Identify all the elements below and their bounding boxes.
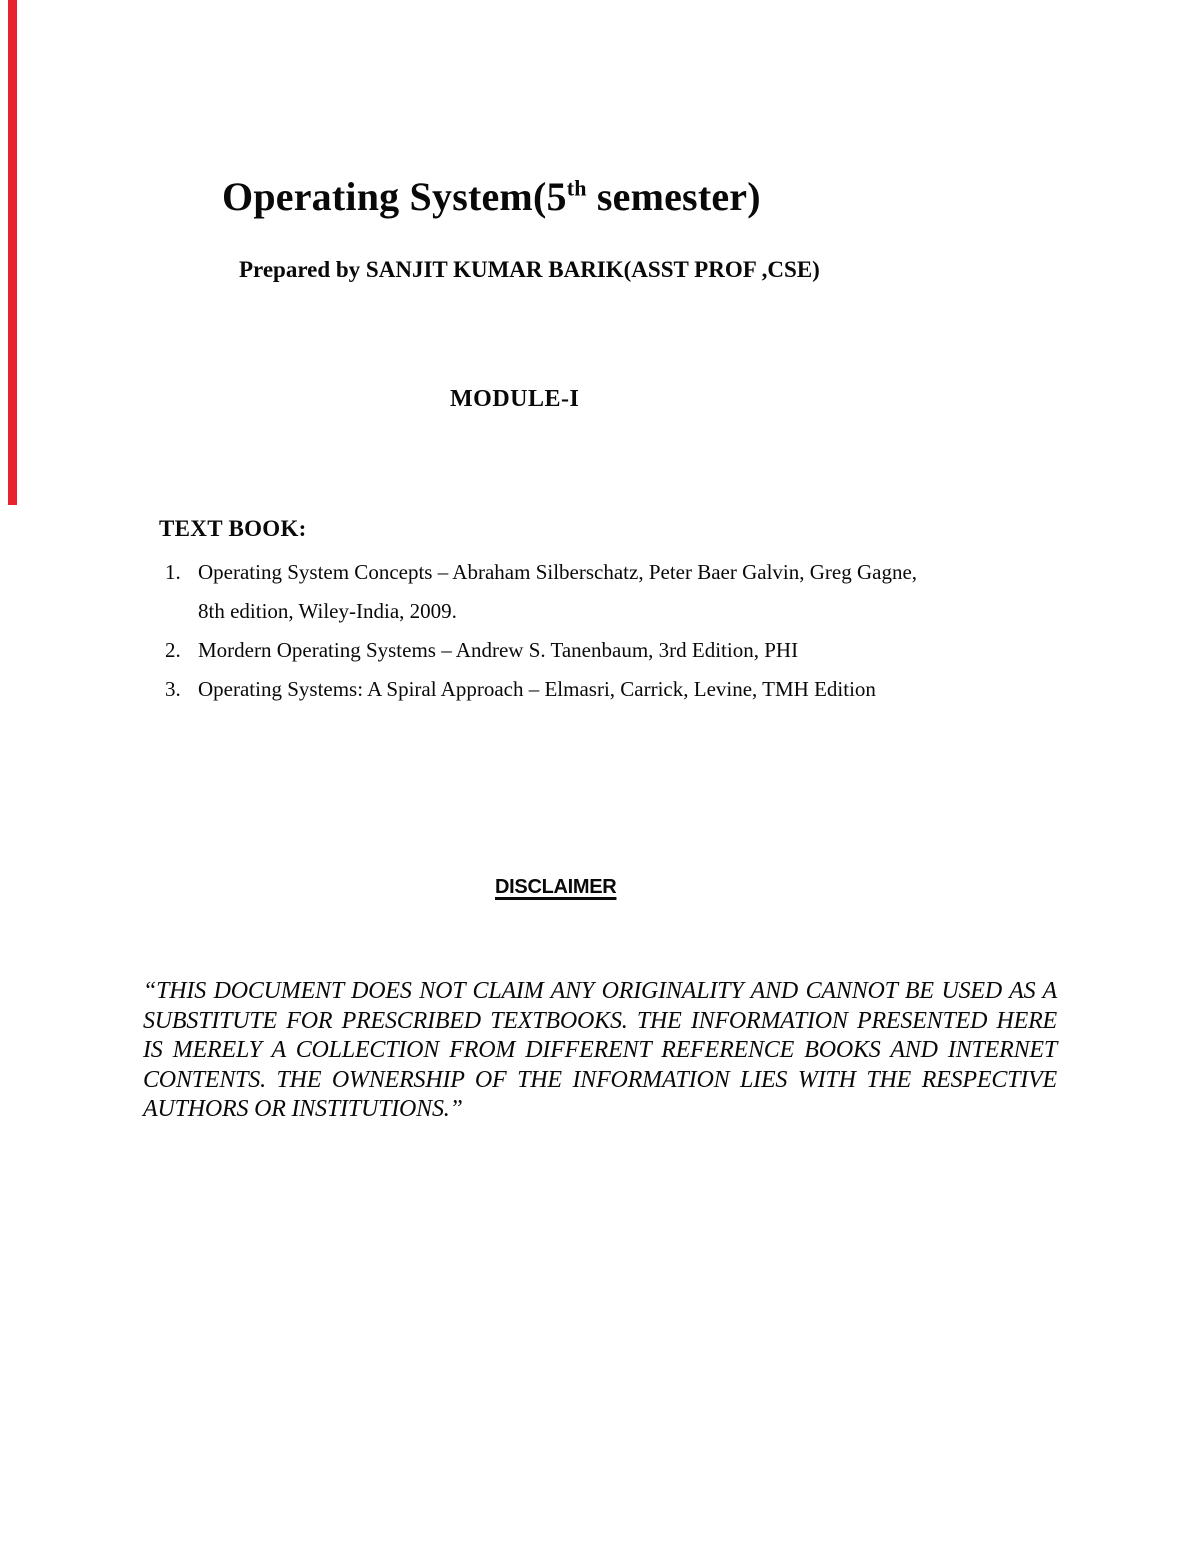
document-title-tail: semester) [586,173,761,219]
textbook-heading: TEXT BOOK: [159,516,307,541]
textbook-item-number: 2. [165,638,181,662]
left-accent-bar [8,0,17,505]
document-title-lead: Operating System(5 [222,173,567,219]
document-title-superscript: th [566,175,587,201]
textbook-item [165,553,943,631]
textbook-item-text: Operating System Concepts – Abraham Silberschatz, Peter Baer Galvin, Greg Gagne, 8th edition, Wiley-India, 2009. [198,560,918,623]
textbook-item [165,670,943,709]
textbook-item-number: 1. [165,560,181,584]
prepared-by-line: Prepared by SANJIT KUMAR BARIK(ASST PROF ,CSE) [239,257,820,282]
disclaimer-heading: DISCLAIMER [495,876,617,898]
textbook-item-text: Operating Systems: A Spiral Approach – Elmasri, Carrick, Levine, TMH Edition [198,677,876,701]
module-heading: MODULE-I [450,386,580,412]
disclaimer-paragraph: “THIS DOCUMENT DOES NOT CLAIM ANY ORIGINALITY AND CANNOT BE USED AS A SUBSTITUTE FOR PRESCRIBED TEXTBOOKS. THE INFORMATION PRESENTED HERE IS MERELY A COLLECTION FROM DIFFERENT REFERENCE BOOKS AND INTERNET CONTENTS. THE OWNERSHIP OF THE INFORMATION LIES WITH THE RESPECTIVE AUTHORS OR INSTITUTIONS.” [143,978,1057,1122]
textbook-list [165,553,943,709]
textbook-item-text: Mordern Operating Systems – Andrew S. Tanenbaum, 3rd Edition, PHI [198,638,799,662]
textbook-item-number: 3. [165,677,181,701]
document-title [222,173,761,220]
textbook-item [165,631,943,670]
